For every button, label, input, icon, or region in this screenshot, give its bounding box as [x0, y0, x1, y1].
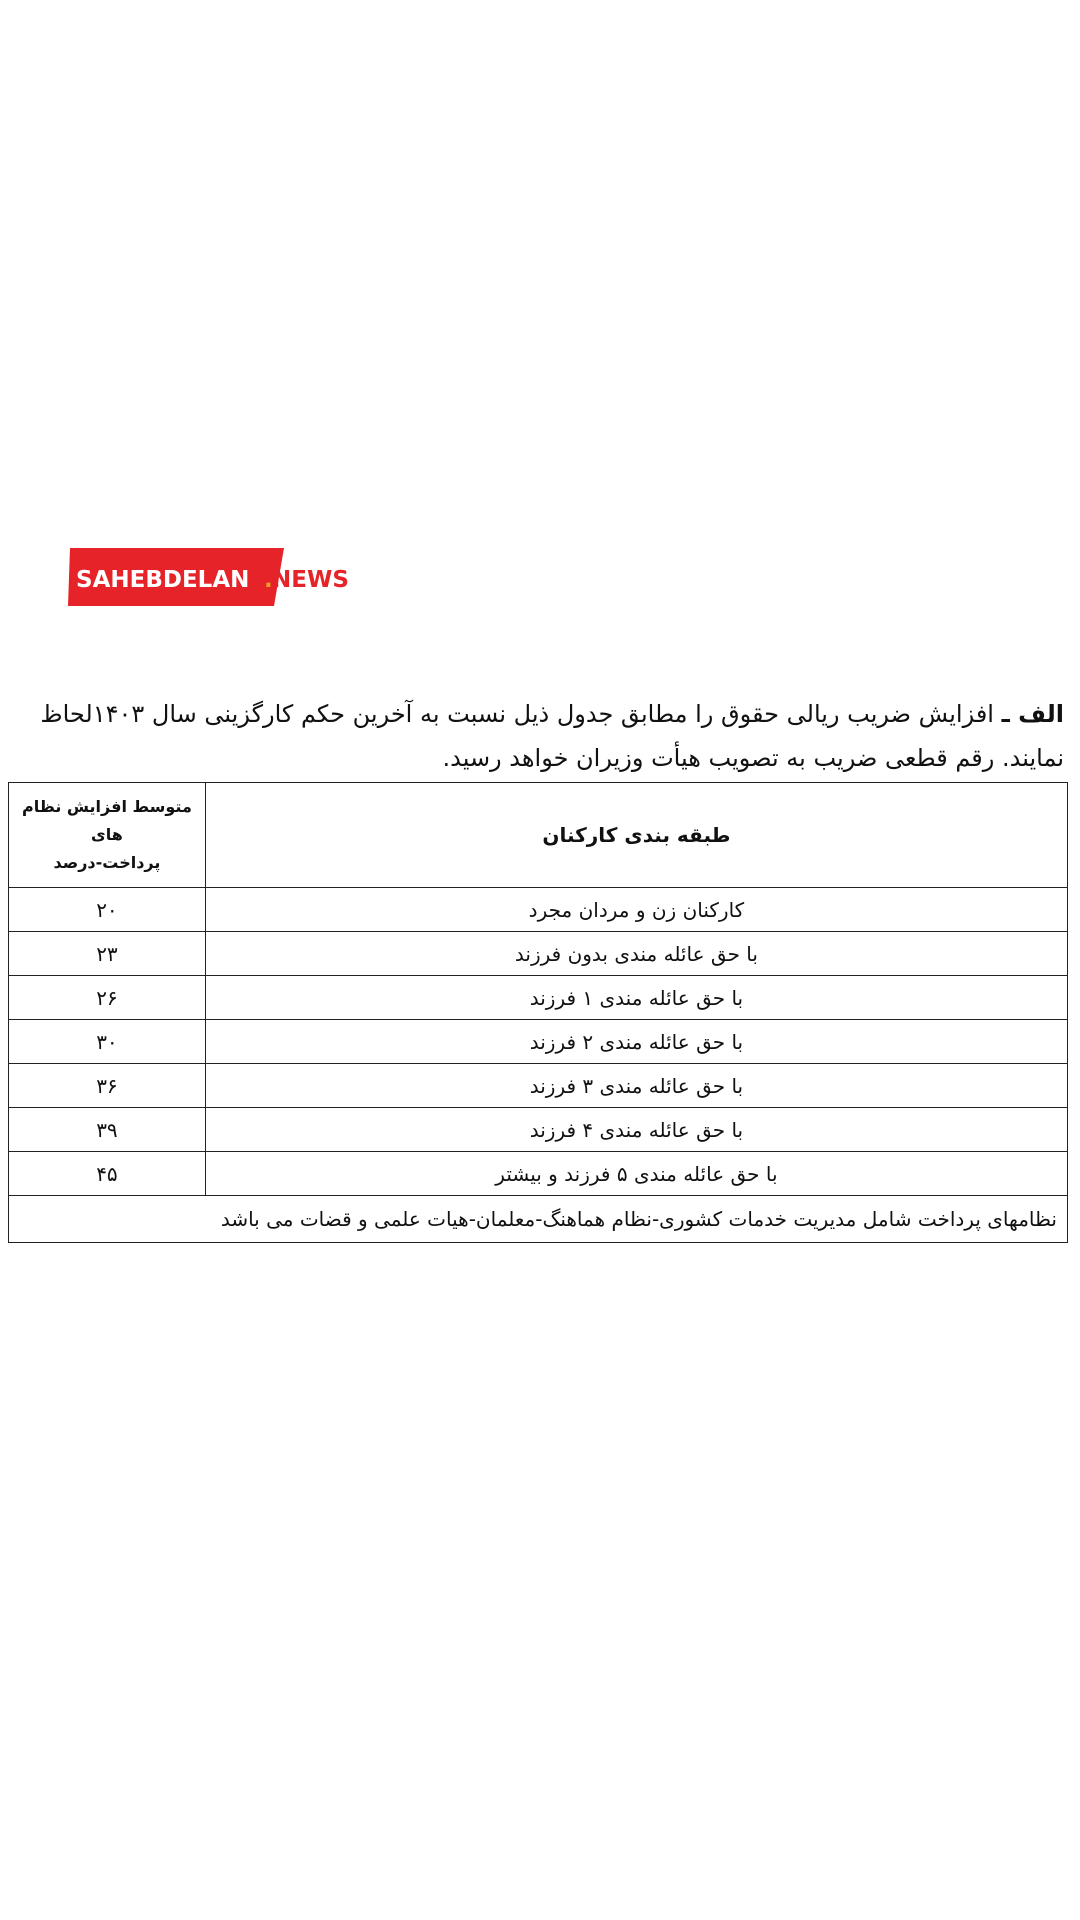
row-percent: ۲۰ [9, 888, 206, 932]
intro-label: الف ـ [1001, 700, 1064, 728]
intro-paragraph [14, 692, 1064, 780]
row-percent: ۲۳ [9, 932, 206, 976]
table-row [9, 976, 1068, 1020]
salary-increase-table [8, 782, 1068, 1243]
header-category: طبقه بندی کارکنان [205, 783, 1067, 888]
table-header-row [9, 783, 1068, 888]
table-row [9, 932, 1068, 976]
table-row [9, 1108, 1068, 1152]
header-percent-line1: متوسط افزایش نظام های [22, 797, 192, 844]
table-row [9, 1152, 1068, 1196]
header-percent [9, 783, 206, 888]
intro-text: افزایش ضریب ریالی حقوق را مطابق جدول ذیل نسبت به آخرین حکم کارگزینی سال ۱۴۰۳لحاظ نمایند. رقم قطعی ضریب به تصویب هیأت وزیران خواهد رسید. [40, 700, 1064, 772]
logo-text-main: SAHEBDELAN [76, 567, 250, 593]
row-percent: ۳۹ [9, 1108, 206, 1152]
logo-text-news: NEWS [272, 567, 349, 593]
row-category: کارکنان زن و مردان مجرد [205, 888, 1067, 932]
table-footer-row [9, 1196, 1068, 1243]
row-percent: ۴۵ [9, 1152, 206, 1196]
site-logo [68, 548, 368, 612]
row-percent: ۳۰ [9, 1020, 206, 1064]
table-row [9, 888, 1068, 932]
row-category: با حق عائله مندی ۱ فرزند [205, 976, 1067, 1020]
table-row [9, 1064, 1068, 1108]
table-footer-note: نظامهای پرداخت شامل مدیریت خدمات کشوری-نظام هماهنگ-معلمان-هیات علمی و قضات می باشد [9, 1196, 1068, 1243]
logo-graphic [68, 548, 368, 612]
row-category: با حق عائله مندی ۳ فرزند [205, 1064, 1067, 1108]
row-percent: ۳۶ [9, 1064, 206, 1108]
header-percent-line2: پرداخت-درصد [53, 853, 161, 872]
logo-text-dot: . [264, 567, 273, 593]
row-category: با حق عائله مندی ۵ فرزند و بیشتر [205, 1152, 1067, 1196]
row-percent: ۲۶ [9, 976, 206, 1020]
row-category: با حق عائله مندی ۲ فرزند [205, 1020, 1067, 1064]
row-category: با حق عائله مندی ۴ فرزند [205, 1108, 1067, 1152]
row-category: با حق عائله مندی بدون فرزند [205, 932, 1067, 976]
table-row [9, 1020, 1068, 1064]
